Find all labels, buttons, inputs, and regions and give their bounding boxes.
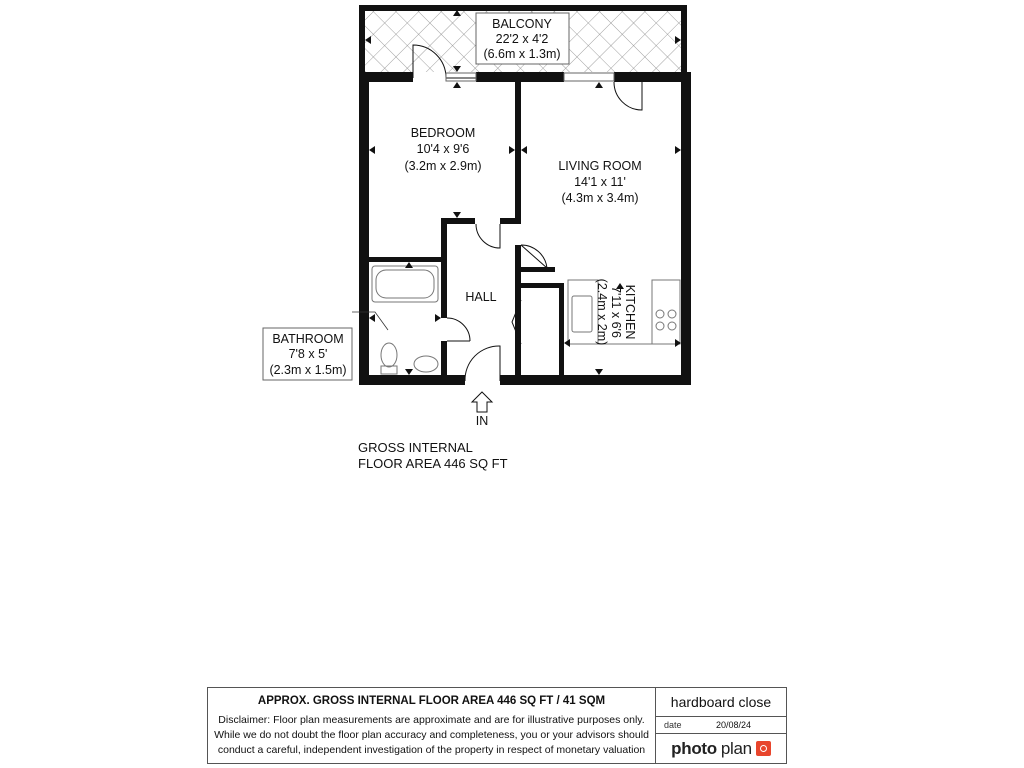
photoplan-logo <box>656 734 786 763</box>
balcony-dims-imperial: 22'2 x 4'2 <box>495 32 549 46</box>
living-room-dims-metric: (4.3m x 3.4m) <box>561 191 639 205</box>
bathtub <box>372 266 438 302</box>
kitchen-dims-metric: (2.4m x 2m) <box>595 278 609 346</box>
gross-internal-area <box>358 440 508 472</box>
hall-name: HALL <box>465 290 497 304</box>
kitchen-label <box>595 279 637 346</box>
basin <box>414 356 438 372</box>
date-label: date <box>664 720 682 730</box>
gross-area-line1: GROSS INTERNAL <box>358 440 473 455</box>
bathroom-dims-metric: (2.3m x 1.5m) <box>269 363 347 377</box>
date-row <box>656 717 786 734</box>
camera-icon <box>756 741 771 756</box>
footer-meta <box>656 688 786 763</box>
footer-title: APPROX. GROSS INTERNAL FLOOR AREA 446 SQ FT / 41 SQM <box>257 695 606 707</box>
bedroom-dims-metric: (3.2m x 2.9m) <box>404 159 482 173</box>
property-address: hardboard close <box>656 688 786 717</box>
kitchen-dims-imperial: 7'11 x 6'6 <box>609 286 623 338</box>
brand-light: plan <box>720 738 752 758</box>
bathroom-name: BATHROOM <box>272 332 344 346</box>
bedroom-dims-imperial: 10'4 x 9'6 <box>416 142 470 156</box>
bathroom-dims-imperial: 7'8 x 5' <box>288 347 328 361</box>
date-value: 20/08/24 <box>716 720 752 730</box>
footer-info <box>208 688 656 763</box>
entrance-label: IN <box>475 414 489 428</box>
balcony-dims-metric: (6.6m x 1.3m) <box>483 47 561 61</box>
sink <box>572 296 592 332</box>
balcony-name: BALCONY <box>492 17 552 31</box>
living-room-dims-imperial: 14'1 x 11' <box>574 175 626 189</box>
entrance-arrow <box>472 392 492 412</box>
brand-bold: photo <box>671 738 717 758</box>
toilet <box>381 343 397 367</box>
kitchen-name: KITCHEN <box>623 284 637 340</box>
footer-panel <box>207 687 787 764</box>
gross-area-line2: FLOOR AREA 446 SQ FT <box>358 456 508 471</box>
exterior-walls <box>359 72 691 385</box>
footer-disclaimer: Disclaimer: Floor plan measurements are approximate and are for illustrative purposes only. While we do not doubt the floor plan accuracy and completeness, you or your advisors should conduct a careful, independent investigation of the property in respect of monetary valuation <box>214 714 649 756</box>
living-room-name: LIVING ROOM <box>558 159 642 173</box>
bedroom-name: BEDROOM <box>410 126 476 140</box>
bathroom-leader <box>352 312 388 330</box>
